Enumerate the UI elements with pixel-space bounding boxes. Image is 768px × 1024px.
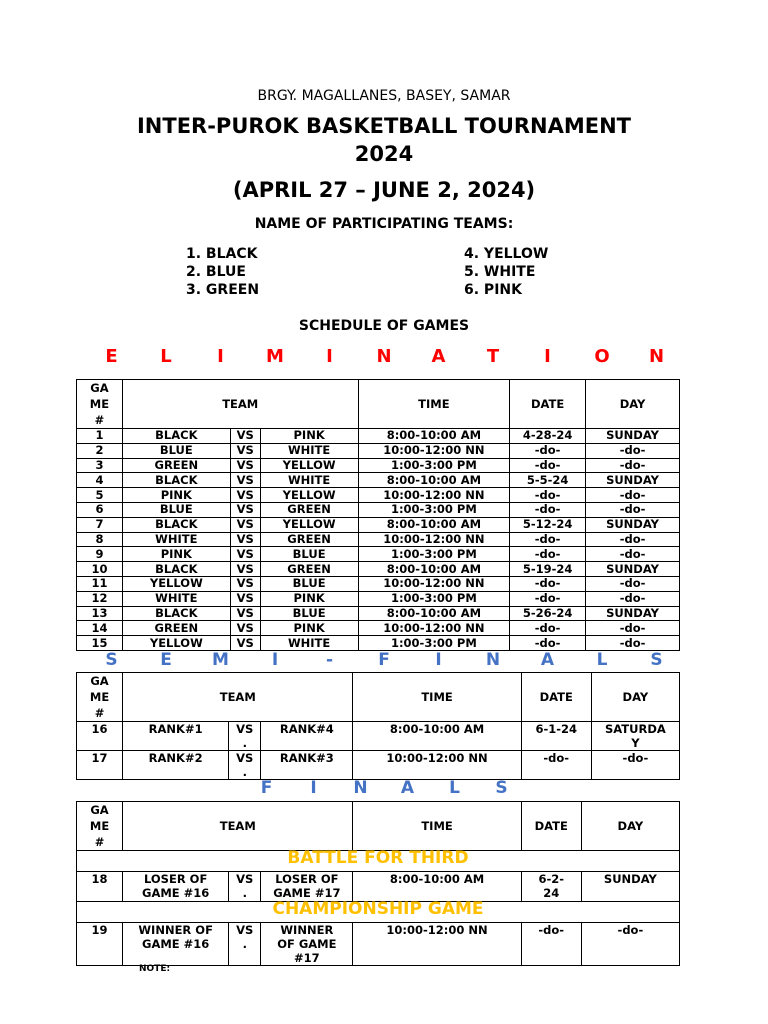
game-day: -do- [581, 923, 679, 966]
team-a: BLACK [122, 517, 230, 532]
table-row [77, 576, 680, 591]
game-time: 1:00-3:00 PM [358, 502, 510, 517]
team-a: GREEN [122, 458, 230, 473]
team-b: WINNER OF GAME #17 [261, 923, 353, 966]
game-date: -do- [510, 576, 586, 591]
title-letter: A [540, 650, 555, 670]
team-header: TEAM [123, 802, 353, 851]
game-time: 8:00-10:00 AM [353, 722, 521, 751]
game-day: -do- [586, 621, 680, 636]
tournament-title: INTER-PUROK BASKETBALL TOURNAMENT [136, 114, 632, 138]
game-number: 5 [77, 488, 123, 503]
versus: VS [230, 488, 260, 503]
day-header: DAY [581, 802, 679, 851]
team-a: BLACK [122, 562, 230, 577]
game-day: SUNDAY [586, 473, 680, 488]
finals-title [0, 778, 768, 798]
game-time: 1:00-3:00 PM [358, 547, 510, 562]
table-row [77, 923, 680, 966]
team-header: TEAM [123, 673, 353, 722]
team-b: YELLOW [260, 517, 358, 532]
team-a: PINK [122, 488, 230, 503]
versus: VS [230, 591, 260, 606]
tournament-dates: (APRIL 27 – JUNE 2, 2024) [232, 178, 536, 202]
game-time: 10:00-12:00 NN [358, 576, 510, 591]
title-letter: L [449, 778, 460, 798]
game-date: -do- [521, 923, 581, 966]
versus: VS [230, 502, 260, 517]
note-label: NOTE: [139, 964, 171, 974]
time-header: TIME [353, 802, 521, 851]
table-row [77, 751, 680, 780]
title-letter: T [486, 346, 500, 367]
table-header-row [77, 673, 680, 722]
game-day: -do- [586, 488, 680, 503]
game-number: 9 [77, 547, 123, 562]
semifinals-title [0, 650, 768, 670]
title-letter: F [378, 650, 390, 670]
title-letter: S [105, 650, 118, 670]
title-letter: L [596, 650, 608, 670]
title-letter: N [485, 650, 501, 670]
table-row [77, 872, 680, 902]
game-day: -do- [586, 636, 680, 651]
title-letter: E [105, 346, 118, 367]
game-number: 8 [77, 532, 123, 547]
game-time: 8:00-10:00 AM [358, 473, 510, 488]
team-b: WHITE [260, 473, 358, 488]
team-a: YELLOW [122, 576, 230, 591]
game-number: 19 [77, 923, 123, 966]
finals-table [76, 801, 680, 966]
game-time: 10:00-12:00 NN [358, 443, 510, 458]
day-header: DAY [591, 673, 679, 722]
battle-for-third-banner: BATTLE FOR THIRD [77, 851, 680, 872]
team-a: BLUE [122, 443, 230, 458]
versus: VS . [229, 751, 261, 780]
game-number-header: GA ME # [77, 380, 123, 429]
game-date: -do- [510, 636, 586, 651]
title-letter: I [435, 650, 442, 670]
table-row [77, 429, 680, 444]
team-item: 4. YELLOW [464, 246, 549, 262]
team-b: BLUE [260, 576, 358, 591]
table-row [77, 532, 680, 547]
game-date: -do- [510, 621, 586, 636]
semifinals-table [76, 672, 680, 780]
game-date: 5-26-24 [510, 606, 586, 621]
game-number: 12 [77, 591, 123, 606]
table-row [77, 458, 680, 473]
game-time: 1:00-3:00 PM [358, 636, 510, 651]
team-b: PINK [260, 591, 358, 606]
game-number: 16 [77, 722, 123, 751]
game-date: -do- [510, 532, 586, 547]
title-letter: A [400, 778, 415, 798]
versus: VS [230, 532, 260, 547]
title-letter: S [495, 778, 508, 798]
table-row [77, 562, 680, 577]
versus: VS [230, 458, 260, 473]
game-number: 4 [77, 473, 123, 488]
team-b: BLUE [260, 547, 358, 562]
game-time: 1:00-3:00 PM [358, 591, 510, 606]
game-day: -do- [586, 443, 680, 458]
game-day: -do- [586, 532, 680, 547]
time-header: TIME [358, 380, 510, 429]
title-letter: F [260, 778, 273, 798]
table-row [77, 547, 680, 562]
game-date: 5-12-24 [510, 517, 586, 532]
team-a: WHITE [122, 591, 230, 606]
team-item: 6. PINK [464, 282, 522, 298]
game-time: 8:00-10:00 AM [358, 429, 510, 444]
game-number-header: GA ME # [77, 673, 123, 722]
schedule-heading: SCHEDULE OF GAMES [298, 318, 470, 334]
team-item: 1. BLACK [186, 246, 258, 262]
game-time: 1:00-3:00 PM [358, 458, 510, 473]
title-letter: A [431, 346, 446, 367]
title-letter: M [212, 650, 229, 670]
team-b: GREEN [260, 502, 358, 517]
game-day: -do- [586, 591, 680, 606]
title-letter: I [544, 346, 551, 367]
title-letter: I [326, 346, 333, 367]
teams-list-left [186, 245, 259, 299]
game-date: -do- [521, 751, 591, 780]
game-day: -do- [586, 576, 680, 591]
game-number: 6 [77, 502, 123, 517]
date-header: DATE [521, 802, 581, 851]
versus: VS [230, 443, 260, 458]
versus: VS . [229, 872, 261, 902]
game-date: 6-1-24 [521, 722, 591, 751]
time-header: TIME [353, 673, 521, 722]
team-item: 2. BLUE [186, 264, 246, 280]
table-header-row [77, 802, 680, 851]
versus: VS . [229, 722, 261, 751]
game-day: -do- [586, 458, 680, 473]
versus: VS [230, 547, 260, 562]
game-number: 14 [77, 621, 123, 636]
title-letter: I [271, 650, 279, 670]
team-b: BLUE [260, 606, 358, 621]
table-row [77, 502, 680, 517]
teams-list-right [464, 245, 548, 299]
table-row [77, 443, 680, 458]
game-date: 6-2- 24 [521, 872, 581, 902]
game-number-header: GA ME # [77, 802, 123, 851]
title-letter: M [266, 346, 284, 367]
game-time: 8:00-10:00 AM [353, 872, 521, 902]
versus: VS [230, 636, 260, 651]
title-letter: L [160, 346, 172, 367]
game-number: 10 [77, 562, 123, 577]
date-header: DATE [521, 673, 591, 722]
game-number: 7 [77, 517, 123, 532]
team-a: LOSER OF GAME #16 [123, 872, 229, 902]
game-number: 1 [77, 429, 123, 444]
elimination-title [0, 346, 768, 367]
title-letter: N [353, 778, 368, 798]
game-time: 8:00-10:00 AM [358, 562, 510, 577]
team-b: PINK [260, 621, 358, 636]
team-a: PINK [122, 547, 230, 562]
versus: VS [230, 621, 260, 636]
day-header: DAY [586, 380, 680, 429]
team-a: BLUE [122, 502, 230, 517]
game-time: 10:00-12:00 NN [353, 923, 521, 966]
team-a: BLACK [122, 606, 230, 621]
team-b: RANK#4 [261, 722, 353, 751]
versus: VS . [229, 923, 261, 966]
table-row [77, 621, 680, 636]
title-letter: - [325, 650, 334, 670]
game-date: 5-5-24 [510, 473, 586, 488]
game-number: 11 [77, 576, 123, 591]
elimination-table [76, 379, 680, 651]
versus: VS [230, 606, 260, 621]
title-letter: N [648, 346, 665, 367]
team-b: PINK [260, 429, 358, 444]
game-day: -do- [586, 502, 680, 517]
game-time: 10:00-12:00 NN [358, 621, 510, 636]
title-letter: I [217, 346, 224, 367]
championship-banner: CHAMPIONSHIP GAME [77, 902, 680, 923]
game-date: -do- [510, 458, 586, 473]
team-a: RANK#1 [123, 722, 229, 751]
game-time: 10:00-12:00 NN [358, 532, 510, 547]
game-day: -do- [591, 751, 679, 780]
game-date: -do- [510, 547, 586, 562]
versus: VS [230, 429, 260, 444]
table-row [77, 636, 680, 651]
team-b: YELLOW [260, 488, 358, 503]
game-time: 10:00-12:00 NN [358, 488, 510, 503]
table-row [77, 488, 680, 503]
team-a: BLACK [122, 473, 230, 488]
game-number: 3 [77, 458, 123, 473]
game-day: SUNDAY [581, 872, 679, 902]
team-a: WINNER OF GAME #16 [123, 923, 229, 966]
title-letter: E [160, 650, 172, 670]
team-b: WHITE [260, 636, 358, 651]
table-row [77, 722, 680, 751]
game-date: -do- [510, 443, 586, 458]
team-b: LOSER OF GAME #17 [261, 872, 353, 902]
game-time: 8:00-10:00 AM [358, 517, 510, 532]
game-date: -do- [510, 591, 586, 606]
game-date: -do- [510, 488, 586, 503]
team-item: 3. GREEN [186, 282, 260, 298]
table-row [77, 606, 680, 621]
game-time: 10:00-12:00 NN [353, 751, 521, 780]
banner-row [77, 851, 680, 872]
game-date: -do- [510, 502, 586, 517]
team-item: 5. WHITE [464, 264, 536, 280]
team-a: YELLOW [122, 636, 230, 651]
game-number: 17 [77, 751, 123, 780]
title-letter: O [594, 346, 610, 367]
versus: VS [230, 517, 260, 532]
banner-row [77, 902, 680, 923]
game-number: 18 [77, 872, 123, 902]
team-header: TEAM [122, 380, 358, 429]
game-day: SUNDAY [586, 429, 680, 444]
table-row [77, 517, 680, 532]
team-a: BLACK [122, 429, 230, 444]
title-letter: N [376, 346, 392, 367]
team-a: GREEN [122, 621, 230, 636]
tournament-year: 2024 [354, 142, 414, 166]
title-letter: S [650, 650, 663, 670]
team-b: RANK#3 [261, 751, 353, 780]
teams-heading: NAME OF PARTICIPATING TEAMS: [254, 216, 514, 232]
game-day: SUNDAY [586, 517, 680, 532]
team-b: YELLOW [260, 458, 358, 473]
versus: VS [230, 473, 260, 488]
versus: VS [230, 576, 260, 591]
game-date: 4-28-24 [510, 429, 586, 444]
game-time: 8:00-10:00 AM [358, 606, 510, 621]
table-row [77, 473, 680, 488]
versus: VS [230, 562, 260, 577]
table-header-row [77, 380, 680, 429]
game-day: SUNDAY [586, 606, 680, 621]
game-day: SUNDAY [586, 562, 680, 577]
game-number: 2 [77, 443, 123, 458]
table-row [77, 591, 680, 606]
team-a: WHITE [122, 532, 230, 547]
date-header: DATE [510, 380, 586, 429]
title-letter: I [310, 778, 317, 798]
team-b: WHITE [260, 443, 358, 458]
team-a: RANK#2 [123, 751, 229, 780]
team-b: GREEN [260, 532, 358, 547]
game-date: 5-19-24 [510, 562, 586, 577]
game-day: -do- [586, 547, 680, 562]
team-b: GREEN [260, 562, 358, 577]
barangay-line: BRGY. MAGALLANES, BASEY, SAMAR [257, 88, 511, 104]
game-number: 15 [77, 636, 123, 651]
game-number: 13 [77, 606, 123, 621]
game-day: SATURDA Y [591, 722, 679, 751]
